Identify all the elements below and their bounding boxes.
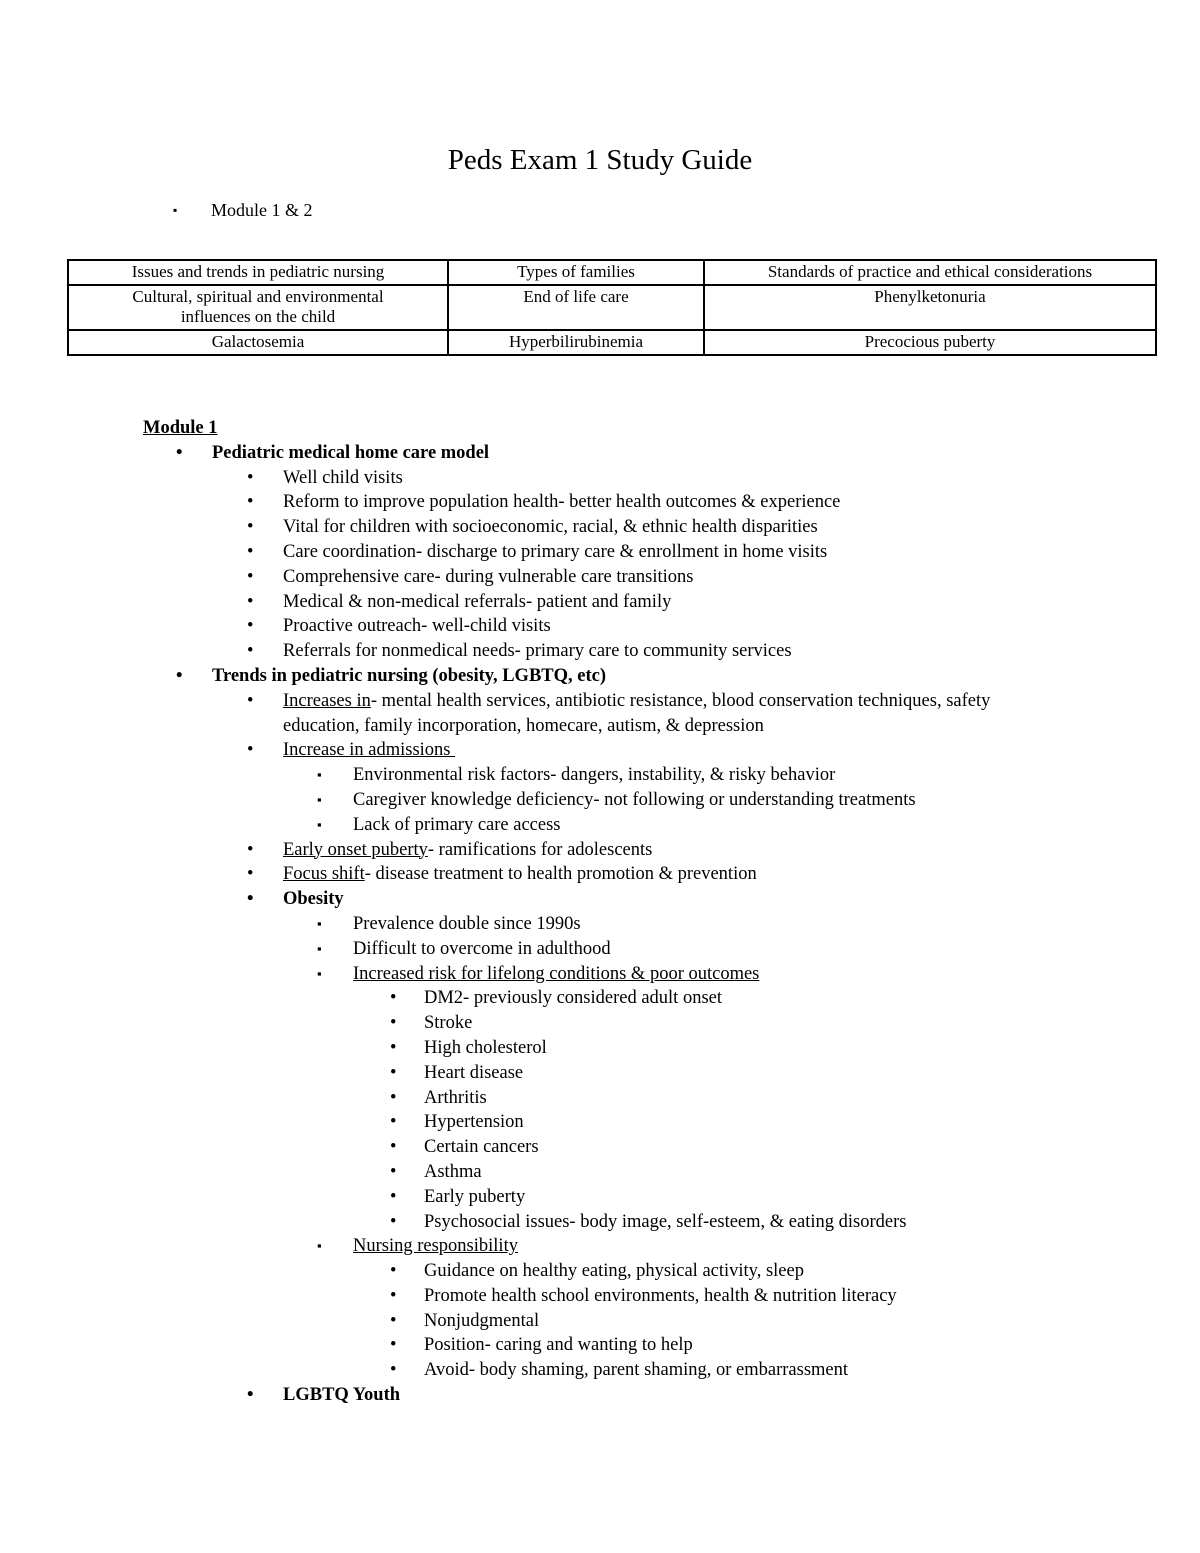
list-item-text: Stroke	[424, 1013, 473, 1034]
square-marker: ▪	[317, 767, 322, 783]
list-item	[0, 1234, 1200, 1259]
list-item-text: Asthma	[424, 1161, 482, 1182]
module-bullet-text: Module 1 & 2	[211, 200, 313, 220]
bullet-marker: •	[390, 1062, 397, 1083]
list-item-text: Well child visits	[283, 467, 403, 488]
list-item	[0, 986, 1200, 1011]
list-item	[0, 1383, 1200, 1408]
bullet-marker: •	[247, 864, 254, 885]
bullet-marker: •	[390, 988, 397, 1009]
list-item-text: Avoid- body shaming, parent shaming, or embarrassment	[424, 1360, 849, 1381]
bullet-marker: •	[247, 690, 254, 711]
bullet-marker: •	[247, 492, 254, 513]
focus-text: - disease treatment to health promotion & prevention	[364, 864, 757, 885]
bullet-marker: •	[390, 1137, 397, 1158]
list-item-text: Proactive outreach- well-child visits	[283, 616, 551, 637]
list-item-text: Hypertension	[424, 1112, 524, 1133]
risk-label: Increased risk for lifelong conditions & poor outcomes	[353, 963, 760, 984]
page-title: Peds Exam 1 Study Guide	[447, 144, 753, 176]
list-item-text: Lack of primary care access	[353, 814, 561, 835]
list-item	[0, 738, 1200, 763]
list-item-text: Early puberty	[424, 1186, 526, 1207]
topics-table	[67, 259, 1157, 356]
list-item-text: Nonjudgmental	[424, 1310, 540, 1331]
list-item	[0, 1036, 1200, 1061]
list-item-text: Psychosocial issues- body image, self-esteem, & eating disorders	[424, 1211, 907, 1232]
bullet-marker: •	[390, 1211, 397, 1232]
bullet-marker: •	[390, 1360, 397, 1381]
lgbtq-title: LGBTQ Youth	[283, 1385, 401, 1406]
list-item-text: Medical & non-medical referrals- patient and family	[283, 591, 672, 612]
table-cell: Galactosemia	[68, 330, 448, 355]
puberty-text: - ramifications for adolescents	[427, 839, 653, 860]
list-item-text: Reform to improve population health- better health outcomes & experience	[283, 492, 841, 513]
list-item	[0, 1358, 1200, 1383]
module-bullet	[173, 198, 313, 222]
list-item-text: Caregiver knowledge deficiency- not following or understanding treatments	[353, 789, 916, 810]
list-item-text: DM2- previously considered adult onset	[424, 988, 722, 1009]
bullet-marker: •	[390, 1335, 397, 1356]
list-item	[0, 664, 1200, 689]
bullet-marker: •	[247, 1385, 254, 1406]
section-title: Pediatric medical home care model	[212, 442, 490, 463]
bullet-marker: •	[176, 442, 183, 463]
list-item	[0, 540, 1200, 565]
list-item	[0, 515, 1200, 540]
bullet-marker: •	[247, 517, 254, 538]
list-item	[0, 1333, 1200, 1358]
bullet-marker: •	[390, 1261, 397, 1282]
nursing-label: Nursing responsibility	[353, 1236, 518, 1257]
increases-label: Increases in	[283, 690, 371, 711]
square-marker: ▪	[317, 940, 322, 956]
table-cell: Precocious puberty	[704, 330, 1156, 355]
bullet-marker: •	[247, 641, 254, 662]
list-item-text: High cholesterol	[424, 1037, 547, 1058]
list-item-text: Arthritis	[424, 1087, 487, 1108]
bullet-marker: •	[247, 467, 254, 488]
list-item	[0, 788, 1200, 813]
list-item	[0, 937, 1200, 962]
table-cell: Types of families	[448, 260, 704, 285]
bullet-marker: •	[247, 839, 254, 860]
list-item-text: Heart disease	[424, 1062, 524, 1083]
table-cell: Hyperbilirubinemia	[448, 330, 704, 355]
square-marker: ▪	[317, 915, 322, 931]
list-item	[0, 614, 1200, 639]
bullet-marker: •	[390, 1087, 397, 1108]
bullet-marker: •	[247, 740, 254, 761]
module1-heading: Module 1	[143, 418, 218, 438]
list-item-text: Referrals for nonmedical needs- primary care to community services	[283, 641, 792, 662]
list-item-text: Prevalence double since 1990s	[353, 913, 581, 934]
list-item-text: Vital for children with socioeconomic, racial, & ethnic health disparities	[283, 517, 818, 538]
list-item	[0, 1259, 1200, 1284]
bullet-marker: •	[247, 566, 254, 587]
list-item	[0, 441, 1200, 466]
square-marker: ▪	[317, 1238, 322, 1254]
table-row	[68, 330, 1156, 355]
list-item	[0, 1160, 1200, 1185]
list-item	[0, 813, 1200, 838]
bullet-marker: •	[176, 665, 183, 686]
table-cell: Issues and trends in pediatric nursing	[68, 260, 448, 285]
list-item	[0, 689, 1200, 739]
list-item	[0, 565, 1200, 590]
list-item	[0, 838, 1200, 863]
list-item-text: Comprehensive care- during vulnerable care transitions	[283, 566, 694, 587]
list-item	[0, 887, 1200, 912]
list-item	[0, 1061, 1200, 1086]
focus-label: Focus shift	[283, 864, 365, 885]
list-item	[0, 1284, 1200, 1309]
list-item-text: Difficult to overcome in adulthood	[353, 938, 611, 959]
bullet-marker: •	[390, 1037, 397, 1058]
list-item-text: Position- caring and wanting to help	[424, 1335, 693, 1356]
bullet-marker: •	[390, 1186, 397, 1207]
list-item-text: Care coordination- discharge to primary care & enrollment in home visits	[283, 541, 828, 562]
section-title: Trends in pediatric nursing (obesity, LGBTQ, etc)	[212, 665, 607, 686]
increases-text: - mental health services, antibiotic resistance, blood conservation techniques, safety education, family incorporation, homecare, autism, & depression	[283, 690, 991, 736]
table-cell: Cultural, spiritual and environmental influences on the child	[68, 285, 448, 330]
table-row	[68, 285, 1156, 330]
bullet-marker: •	[390, 1013, 397, 1034]
bullet-marker: •	[390, 1112, 397, 1133]
list-item	[0, 1011, 1200, 1036]
bullet-marker: •	[390, 1161, 397, 1182]
bullet-marker: ▪	[173, 203, 178, 217]
list-item	[0, 962, 1200, 987]
table-cell: Standards of practice and ethical considerations	[704, 260, 1156, 285]
bullet-marker: •	[247, 591, 254, 612]
list-item	[0, 590, 1200, 615]
square-marker: ▪	[317, 791, 322, 807]
obesity-title: Obesity	[283, 889, 344, 910]
list-item	[0, 490, 1200, 515]
list-item	[0, 1309, 1200, 1334]
list-item	[0, 1110, 1200, 1135]
list-item-text: Promote health school environments, health & nutrition literacy	[424, 1285, 897, 1306]
bullet-marker: •	[390, 1310, 397, 1331]
list-item-text: Certain cancers	[424, 1137, 539, 1158]
table-row	[68, 260, 1156, 285]
list-item	[0, 1210, 1200, 1235]
list-item	[0, 1086, 1200, 1111]
list-item	[0, 1135, 1200, 1160]
bullet-marker: •	[390, 1285, 397, 1306]
list-item	[0, 639, 1200, 664]
table-cell: Phenylketonuria	[704, 285, 1156, 330]
list-item-text: Guidance on healthy eating, physical activity, sleep	[424, 1261, 804, 1282]
bullet-marker: •	[247, 889, 254, 910]
list-item	[0, 763, 1200, 788]
list-item	[0, 1185, 1200, 1210]
admissions-label: Increase in admissions	[283, 740, 456, 761]
square-marker: ▪	[317, 816, 322, 832]
bullet-marker: •	[247, 616, 254, 637]
list-item-text: Environmental risk factors- dangers, instability, & risky behavior	[353, 765, 836, 786]
list-item	[0, 466, 1200, 491]
list-item	[0, 862, 1200, 887]
square-marker: ▪	[317, 965, 322, 981]
puberty-label: Early onset puberty	[283, 839, 428, 860]
table-cell: End of life care	[448, 285, 704, 330]
bullet-marker: •	[247, 541, 254, 562]
list-item	[0, 912, 1200, 937]
notes-body	[0, 416, 1200, 1408]
